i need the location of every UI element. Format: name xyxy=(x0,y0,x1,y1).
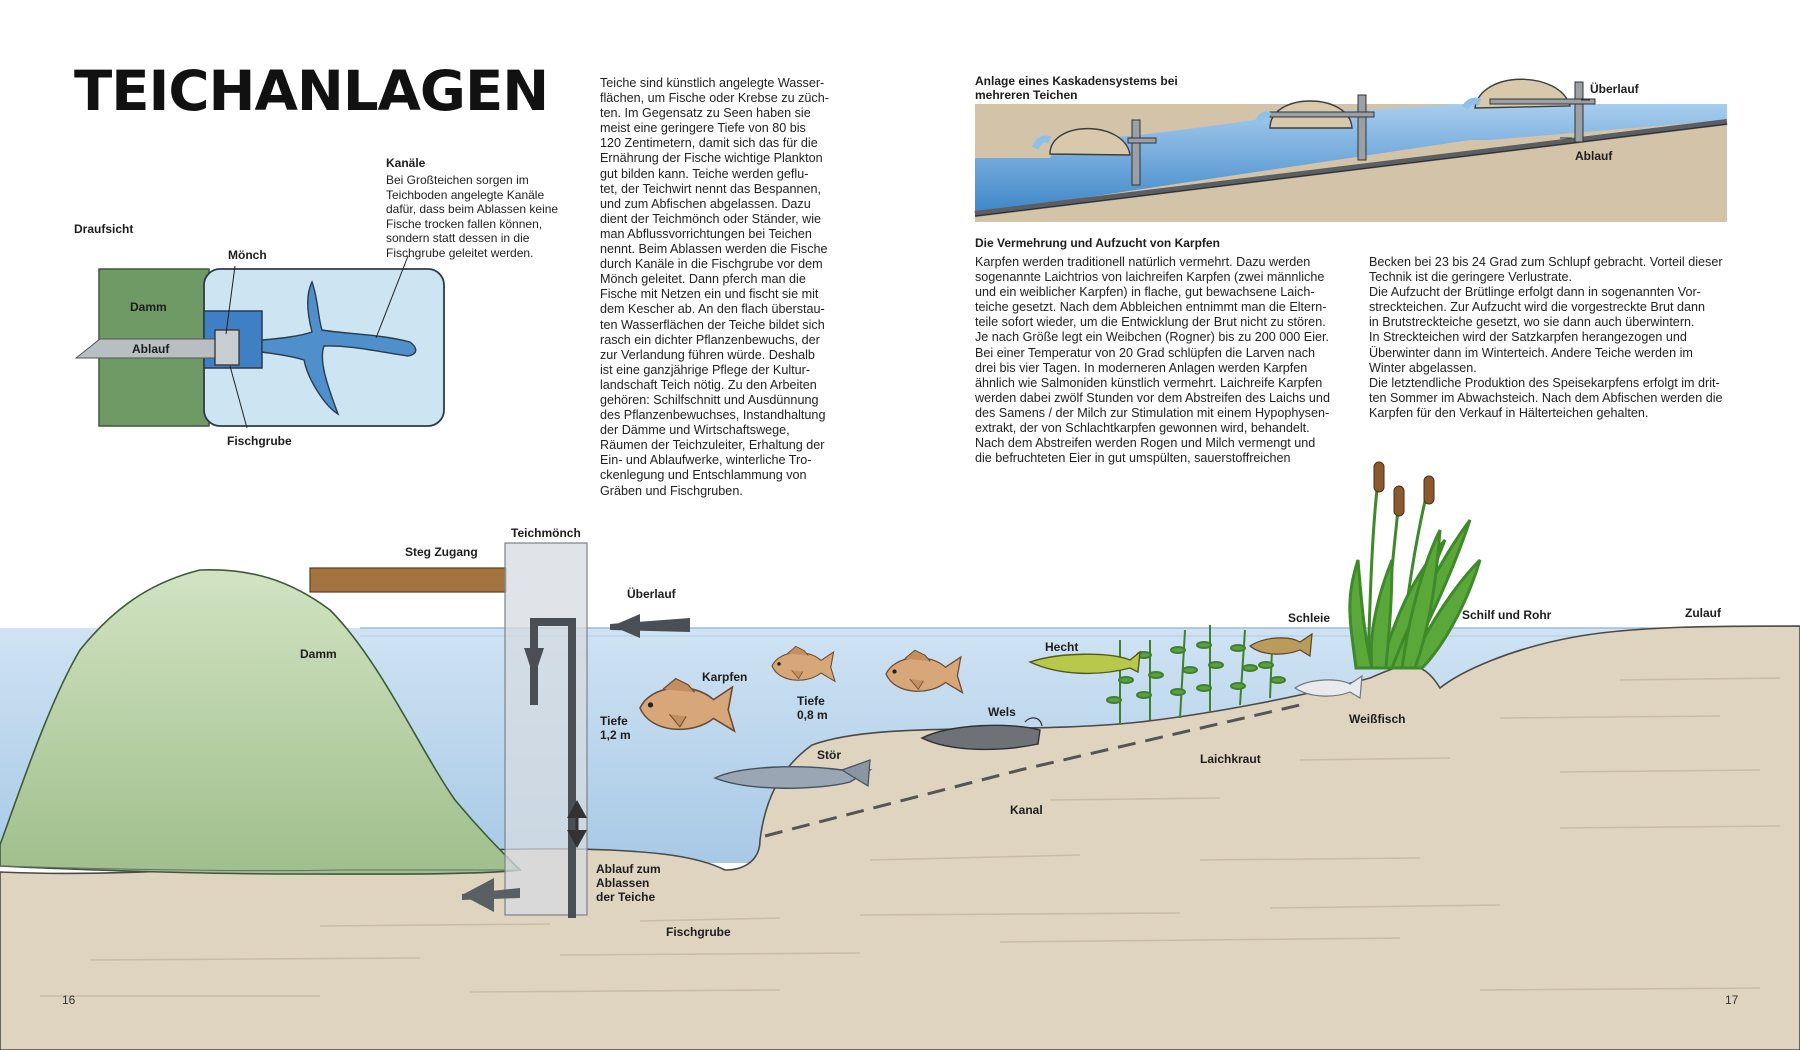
label-fischgrube: Fischgrube xyxy=(666,925,731,939)
cross-section-diagram xyxy=(0,462,1800,1050)
label-tiefe-2: Tiefe 0,8 m xyxy=(797,694,828,722)
label-ablauf-ablassen: Ablauf zum Ablassen der Teiche xyxy=(596,862,661,904)
label-damm: Damm xyxy=(300,647,337,661)
vermehrung-text: Karpfen werden traditionell natürlich vermehrt. Dazu werden sogenannte Laichtrios von laichreifen Karpfen (zwei männliche und ein weiblicher Karpfen) in flache, gut bewachsene Laich- teiche gesetzt. Nach dem Abbleichen entnimmt man die Eltern- teile sofort wieder, um die Entwicklung der Brut nicht zu stören. Je nach Größe legt ein Weibchen (Rogner) bis zu 200 000 Eier. Bei einer Temperatur von 20 Grad schlüpfen die Larven nach drei bis vier Tagen. In moderneren Anlagen werden Karpfen ähnlich wie Salmoniden künstlich vermehrt. Laichreife Karpfen werden dabei zwölf Stunden vor dem Abstreifen des Laichs und des Samens / der Milch zur Stimulation mit einem Hypophysen- extrakt, der von Schlachtkarpfen gewonnen wird, behandelt. Nach dem Abstreifen werden Rogen und Milch vermengt und die befruchteten Eier in gut umspülten, sauerstoffreichen xyxy=(975,255,1330,466)
label-stoer: Stör xyxy=(817,748,841,762)
kanaele-heading: Kanäle xyxy=(386,156,426,170)
label-kaskade-ablauf: Ablauf xyxy=(1575,149,1613,163)
draufsicht-heading: Draufsicht xyxy=(74,222,134,236)
label-weissfisch: Weißfisch xyxy=(1349,712,1406,726)
label-teichmoench: Teichmönch xyxy=(511,526,581,540)
label-schleie: Schleie xyxy=(1288,611,1331,625)
page-title: TEICHANLAGEN xyxy=(74,59,549,123)
label-kaskade-ueberlauf: Überlauf xyxy=(1590,82,1639,96)
label-zulauf: Zulauf xyxy=(1685,606,1721,620)
label-wels: Wels xyxy=(988,705,1016,719)
label-ablauf-top: Ablauf xyxy=(132,342,170,356)
label-laichkraut: Laichkraut xyxy=(1200,752,1261,766)
aufzucht-text: Becken bei 23 bis 24 Grad zum Schlupf gebracht. Vorteil dieser Technik ist die geringere Verlustrate. Die Aufzucht der Brütlinge erfolgt dann in sogenannten Vor- streckteichen. Zur Aufzucht wird die vorgestreckte Brut dann in Brutstreckteiche gesetzt, wo sie dann auch überwintern. In Streckteichen wird der Satzkarpfen herangezogen und Überwinter dann im Winterteich. Andere Teiche werden im Winter abgelassen. Die letztendliche Produktion des Speisekarpfens erfolgt im drit- ten Sommer im Abwachsteich. Nach dem Abfischen werden die Karpfen für den Verkauf in Hälterteichen gehalten. xyxy=(1369,255,1723,420)
label-ueberlauf: Überlauf xyxy=(627,587,676,601)
page-number-left: 16 xyxy=(62,993,76,1007)
page-number-right: 17 xyxy=(1725,993,1739,1007)
label-schilf: Schilf und Rohr xyxy=(1462,608,1552,622)
label-karpfen: Karpfen xyxy=(702,670,748,684)
label-moench: Mönch xyxy=(228,248,267,262)
kanaele-text: Bei Großteichen sorgen im Teichboden angelegte Kanäle dafür, dass beim Ablassen keine Fische trocken fallen können, sondern statt dessen in die Fischgrube geleitet werden. xyxy=(386,173,559,260)
intro-text: Teiche sind künstlich angelegte Wasser- flächen, um Fische oder Krebse zu züch- ten. Im Gegensatz zu Seen haben sie meist eine geringere Tiefe von 80 bis 120 Zentimetern, damit sich das für die Ernährung der Fische wichtige Plankton gut bilden kann. Teiche werden geflu- tet, der Teichwirt nennt das Bespannen, und zum Abfischen abgelassen. Dazu dient der Teichmönch oder Ständer, wie man Abflussvorrichtungen bei Teichen nennt. Beim Ablassen werden die Fische durch Kanäle in die Fischgrube vor dem Mönch geleitet. Dann pferch man die Fische mit Netzen ein und fischt sie mit dem Kescher ab. An den flach überstau- ten Wasserflächen der Teiche bildet sich rasch ein dichter Pflanzenbewuchs, der zur Verlandung führen würde. Deshalb ist eine ganzjährige Pflege der Kultur- landschaft Teich nötig. Zu den Arbeiten gehören: Schilfschnitt und Ausdünnung des Pflanzenbewuchses, Instandhaltung der Dämme und Wirtschaftswege, Räumen der Teichzuleiter, Erhaltung der Ein- und Ablaufwerke, winterliche Tro- ckenlegung und Entschlammung von Gräben und Fischgruben. xyxy=(600,76,829,498)
label-damm-top: Damm xyxy=(130,300,167,314)
label-hecht: Hecht xyxy=(1045,640,1079,654)
label-tiefe-1: Tiefe 1,2 m xyxy=(600,714,631,742)
label-kanal: Kanal xyxy=(1010,803,1043,817)
label-fischgrube-top: Fischgrube xyxy=(227,434,292,448)
kaskade-heading: Anlage eines Kaskadensystems bei mehreren Teichen xyxy=(975,74,1178,102)
label-steg: Steg Zugang xyxy=(405,545,478,559)
vermehrung-heading: Die Vermehrung und Aufzucht von Karpfen xyxy=(975,236,1220,250)
